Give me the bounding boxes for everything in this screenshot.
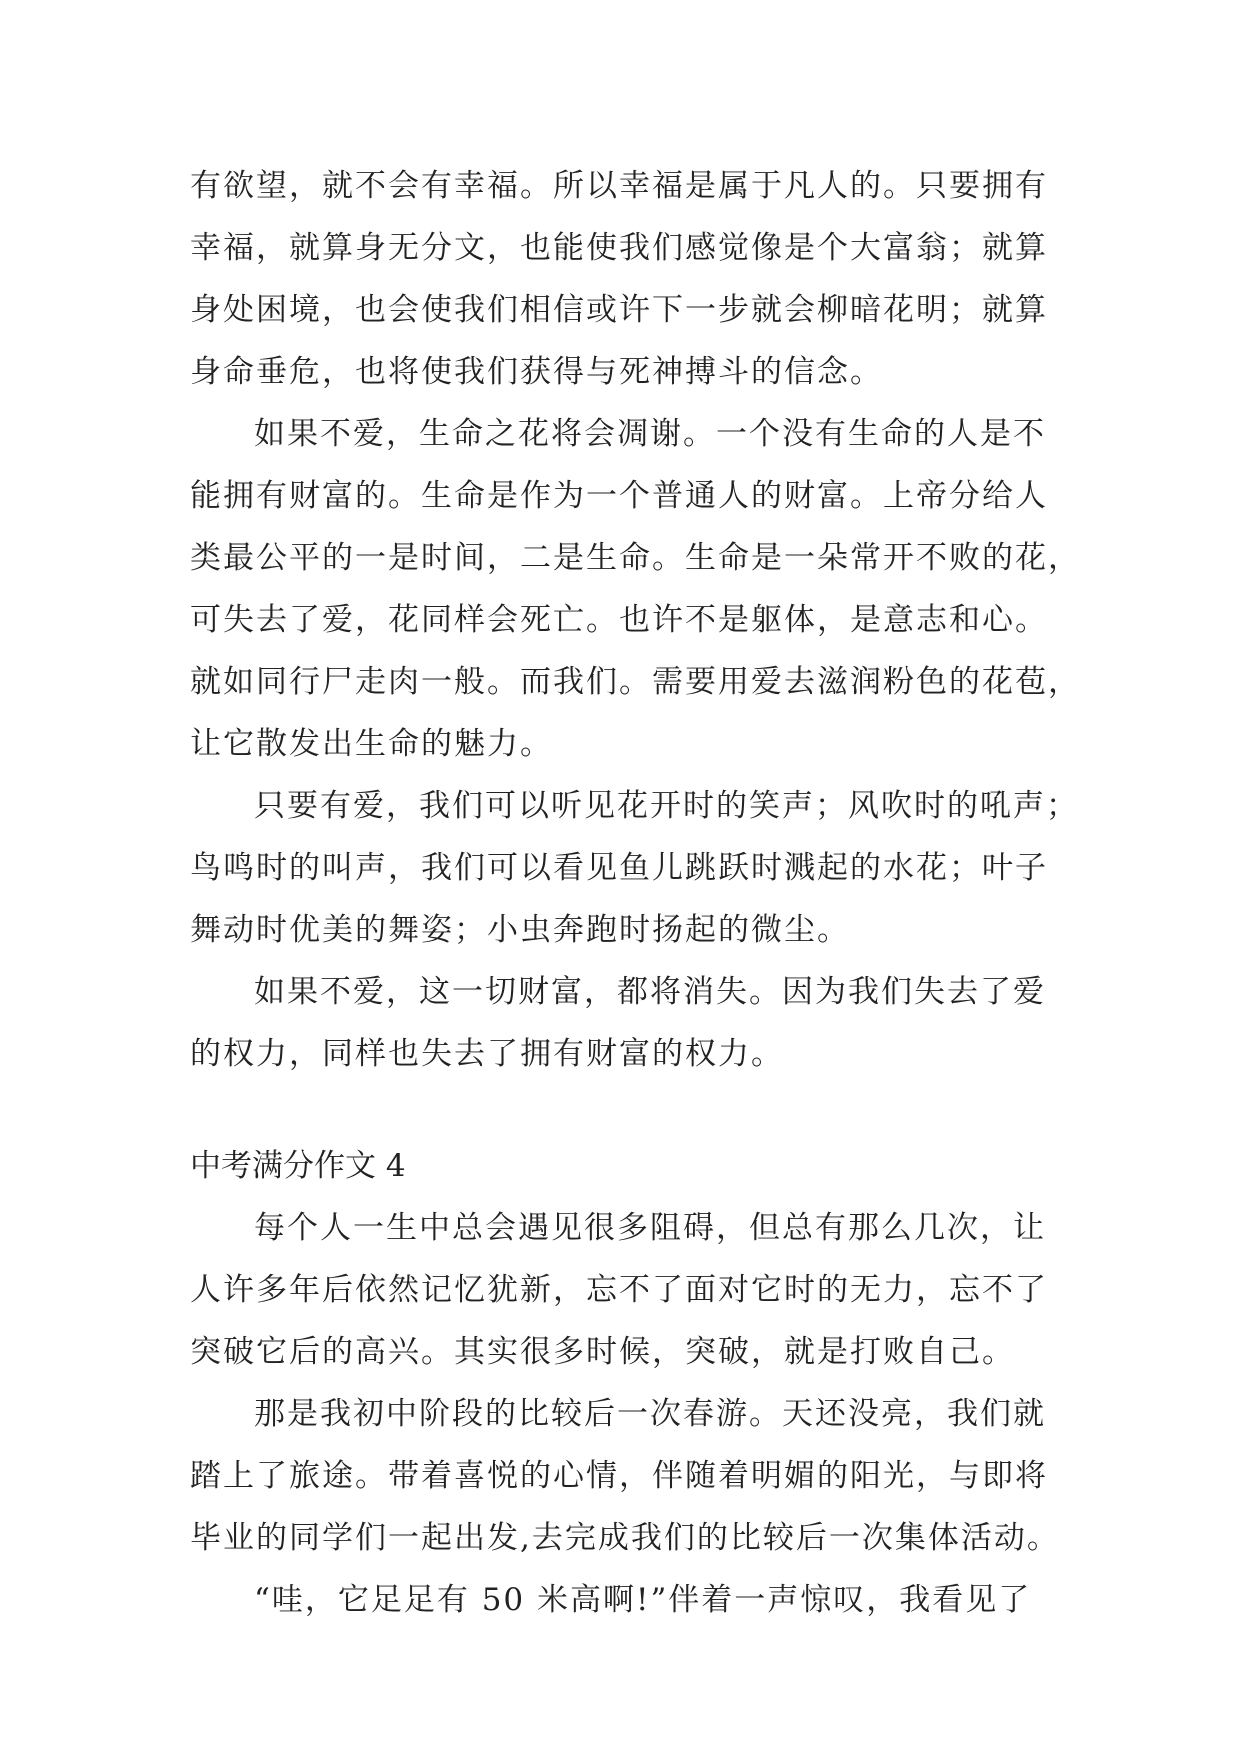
- text-line: 如果不爱，生命之花将会凋谢。一个没有生命的人是不: [254, 416, 1046, 452]
- text-line: 人许多年后依然记忆犹新，忘不了面对它时的无力，忘不了: [190, 1272, 1048, 1308]
- text-line: 幸福，就算身无分文，也能使我们感觉像是个大富翁；就算: [190, 230, 1048, 266]
- text-line: 可失去了爱，花同样会死亡。也许不是躯体，是意志和心。: [190, 602, 1048, 638]
- section-heading: 中考满分作文 4: [190, 1148, 406, 1184]
- document-body: [190, 155, 1081, 1631]
- text-line: 能拥有财富的。生命是作为一个普通人的财富。上帝分给人: [190, 478, 1048, 514]
- text-line: 踏上了旅途。带着喜悦的心情，伴随着明媚的阳光，与即将: [190, 1458, 1048, 1494]
- text-line: 就如同行尸走肉一般。而我们。需要用爱去滋润粉色的花苞，: [190, 664, 1081, 700]
- text-line: 的权力，同样也失去了拥有财富的权力。: [190, 1036, 784, 1072]
- text-line: 身命垂危，也将使我们获得与死神搏斗的信念。: [190, 354, 883, 390]
- text-line: 只要有爱，我们可以听见花开时的笑声；风吹时的吼声；: [254, 788, 1079, 824]
- text-line: 毕业的同学们一起出发,去完成我们的比较后一次集体活动。: [190, 1520, 1060, 1556]
- text-line: 身处困境，也会使我们相信或许下一步就会柳暗花明；就算: [190, 292, 1048, 328]
- text-line: 如果不爱，这一切财富，都将消失。因为我们失去了爱: [254, 974, 1046, 1010]
- text-line: 那是我初中阶段的比较后一次春游。天还没亮，我们就: [254, 1396, 1046, 1432]
- text-line: 让它散发出生命的魅力。: [190, 726, 553, 762]
- text-line: “哇，它足足有 50 米高啊!”伴着一声惊叹，我看见了: [254, 1582, 1032, 1618]
- text-line: 类最公平的一是时间，二是生命。生命是一朵常开不败的花，: [190, 540, 1081, 576]
- text-line: 有欲望，就不会有幸福。所以幸福是属于凡人的。只要拥有: [190, 168, 1048, 204]
- text-line: 鸟鸣时的叫声，我们可以看见鱼儿跳跃时溅起的水花；叶子: [190, 850, 1048, 886]
- text-line: 舞动时优美的舞姿；小虫奔跑时扬起的微尘。: [190, 912, 850, 948]
- text-line: 突破它后的高兴。其实很多时候，突破，就是打败自己。: [190, 1334, 1015, 1370]
- text-line: 每个人一生中总会遇见很多阻碍，但总有那么几次，让: [254, 1210, 1046, 1246]
